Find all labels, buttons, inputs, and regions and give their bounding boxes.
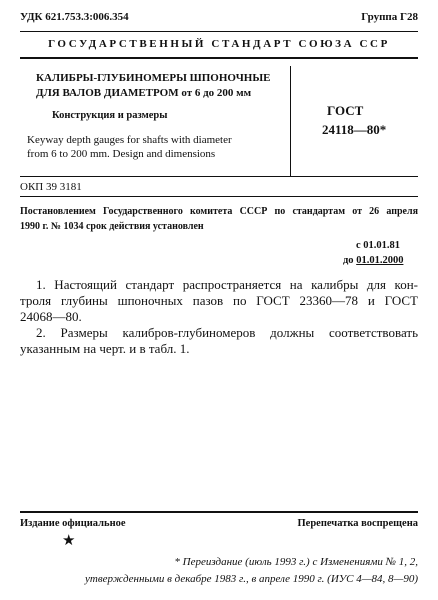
title-subtitle: Конструкция и размеры xyxy=(52,110,168,121)
validity-to-prefix: до xyxy=(343,255,354,266)
resolution-line-2: 1990 г. № 1034 срок действия установлен xyxy=(20,221,204,232)
star-icon: ★ xyxy=(62,533,76,549)
paragraph-2-line-2: указанным на черт. и в табл. 1. xyxy=(20,341,190,356)
title-bottom-rule xyxy=(20,176,418,177)
gost-divider xyxy=(290,66,291,177)
header-double-rule xyxy=(20,57,418,59)
okp-rule xyxy=(20,196,418,197)
english-title-line-2: from 6 to 200 mm. Design and dimensions xyxy=(27,148,216,160)
reprint-prohibited: Перепечатка воспрещена xyxy=(297,518,418,529)
footer-rule xyxy=(20,511,418,513)
validity-from: с 01.01.81 xyxy=(356,240,401,251)
state-standard-heading: ГОСУДАРСТВЕННЫЙ СТАНДАРТ СОЮЗА ССР xyxy=(48,38,390,50)
official-edition: Издание официальное xyxy=(20,518,126,529)
udk-code: УДК 621.753.3:006.354 xyxy=(20,11,129,23)
title-line-1: КАЛИБРЫ-ГЛУБИНОМЕРЫ ШПОНОЧНЫЕ xyxy=(36,72,271,84)
okp-code: ОКП 39 3181 xyxy=(20,181,82,193)
validity-to-date: 01.01.2000 xyxy=(356,255,404,266)
title-line-2: ДЛЯ ВАЛОВ ДИАМЕТРОМ от 6 до 200 мм xyxy=(36,87,252,99)
reissue-note-line-1: * Переиздание (июль 1993 г.) с Изменениями № 1, 2, xyxy=(174,556,418,568)
english-title-line-1: Keyway depth gauges for shafts with diameter xyxy=(27,134,232,146)
top-rule xyxy=(20,31,418,32)
gost-label: ГОСТ xyxy=(327,103,364,118)
paragraph-1-line-1: 1. Настоящий стандарт распространяется на калибры для кон- xyxy=(36,277,418,292)
group-code: Группа Г28 xyxy=(361,11,418,23)
gost-number: 24118—80* xyxy=(322,122,387,137)
paragraph-1-line-3: 24068—80. xyxy=(20,309,82,324)
paragraph-2-line-1: 2. Размеры калибров-глубиномеров должны соответствовать xyxy=(36,325,418,340)
resolution-line-1: Постановлением Государственного комитета СССР по стандартам от 26 апреля xyxy=(20,206,418,217)
reissue-note-line-2: утвержденными в декабре 1983 г., в апреле 1990 г. (ИУС 4—84, 8—90) xyxy=(85,573,418,585)
validity-to xyxy=(343,255,403,266)
paragraph-1-line-2: троля глубины шпоночных пазов по ГОСТ 23360—78 и ГОСТ xyxy=(20,293,418,308)
